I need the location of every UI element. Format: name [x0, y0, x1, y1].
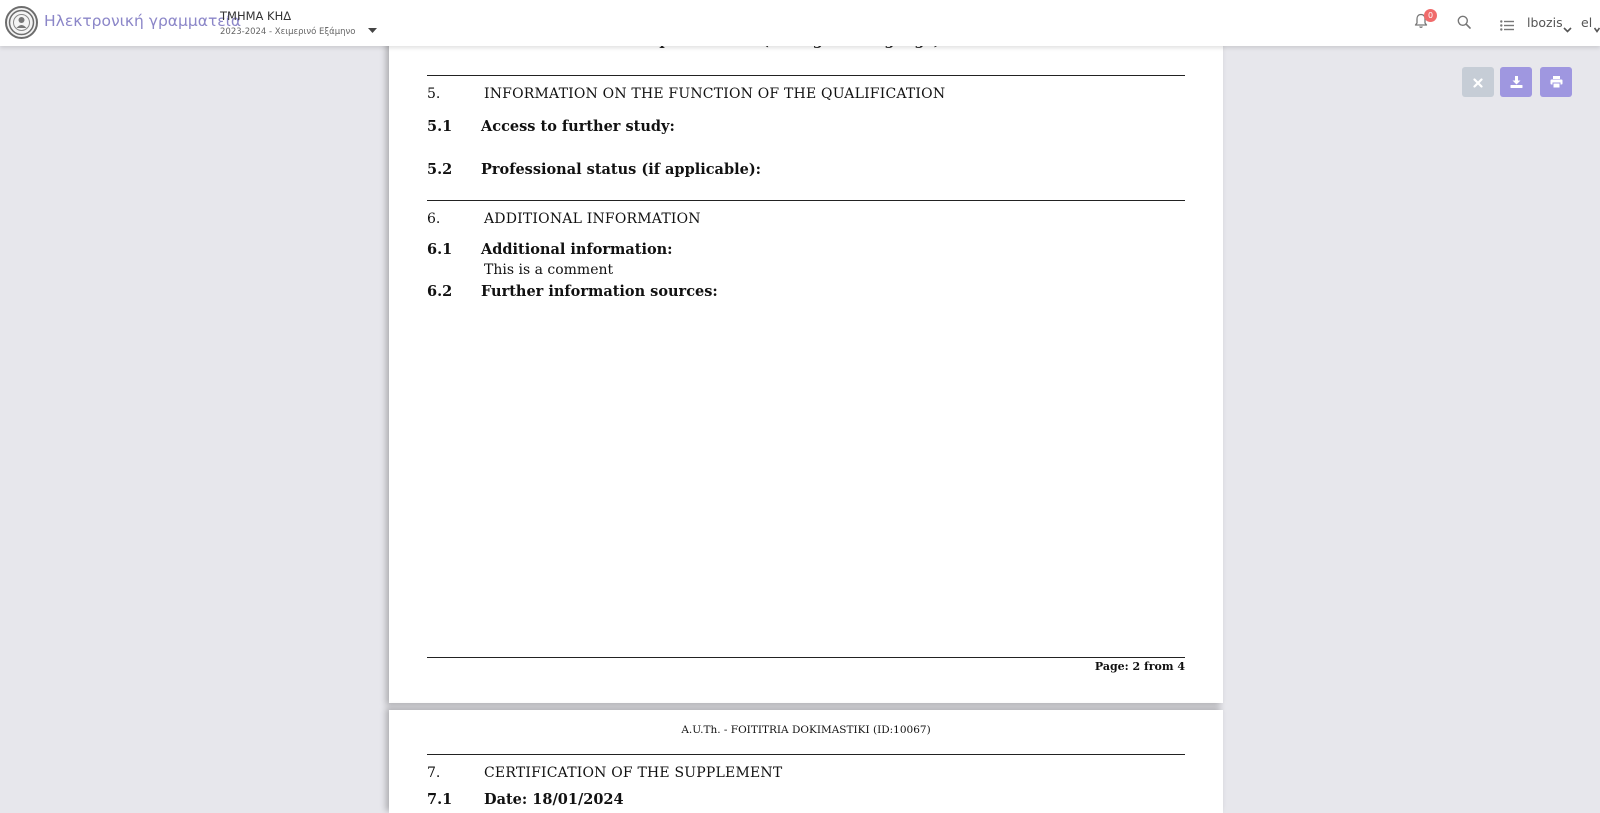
university-seal-icon[interactable]: [5, 6, 38, 39]
chevron-down-icon[interactable]: [1594, 18, 1600, 37]
section-heading: ADDITIONAL INFORMATION: [484, 211, 701, 227]
divider: [427, 200, 1185, 201]
chevron-down-icon[interactable]: [1563, 18, 1572, 37]
subsection-number: 5.1: [427, 118, 453, 135]
download-button[interactable]: [1500, 67, 1532, 97]
search-icon[interactable]: [1457, 14, 1471, 33]
academic-period[interactable]: 2023-2024 - Χειμερινό Εξάμηνο: [220, 27, 356, 37]
additional-information-value: This is a comment: [484, 262, 614, 278]
subsection-number: 7.1: [427, 791, 453, 808]
caret-down-icon[interactable]: [368, 19, 377, 38]
subsection-heading: Professional status (if applicable):: [481, 161, 762, 178]
list-icon[interactable]: [1500, 16, 1514, 35]
print-icon: [1550, 73, 1563, 92]
section-number: 5.: [427, 86, 441, 102]
subsection-number: 6.1: [427, 241, 453, 258]
user-menu[interactable]: lbozis: [1527, 15, 1563, 30]
divider: [427, 657, 1185, 658]
print-button[interactable]: [1540, 67, 1572, 97]
notification-count-badge: 0: [1424, 9, 1437, 22]
divider: [427, 754, 1185, 755]
subsection-number: 6.2: [427, 283, 453, 300]
subsection-heading: Further information sources:: [481, 283, 718, 300]
close-button[interactable]: [1462, 67, 1494, 97]
top-navbar: [0, 0, 1600, 46]
language-selector[interactable]: el: [1581, 15, 1593, 30]
section-number: 7.: [427, 765, 441, 781]
subsection-number: 5.2: [427, 161, 453, 178]
subsection-heading: Additional information:: [481, 241, 673, 258]
section-heading: CERTIFICATION OF THE SUPPLEMENT: [484, 765, 783, 781]
app-brand-link[interactable]: Ηλεκτρονική γραμματεία: [44, 12, 242, 30]
department-name[interactable]: ΤΜΗΜΑ ΚΗΔ: [220, 9, 292, 23]
document-header: A.U.Th. - FOITITRIA DOKIMASTIKI (ID:10067): [681, 724, 931, 736]
divider: [427, 75, 1185, 76]
close-icon: [1473, 73, 1483, 92]
subsection-heading: Access to further study:: [481, 118, 675, 135]
document-page: [389, 0, 1223, 703]
subsection-heading: Date: 18/01/2024: [484, 791, 624, 808]
page-number-footer: Page: 2 from 4: [1094, 660, 1185, 673]
section-number: 6.: [427, 211, 441, 227]
download-icon: [1510, 73, 1523, 92]
section-heading: INFORMATION ON THE FUNCTION OF THE QUALIFICATION: [484, 86, 946, 102]
document-page: [389, 710, 1223, 813]
